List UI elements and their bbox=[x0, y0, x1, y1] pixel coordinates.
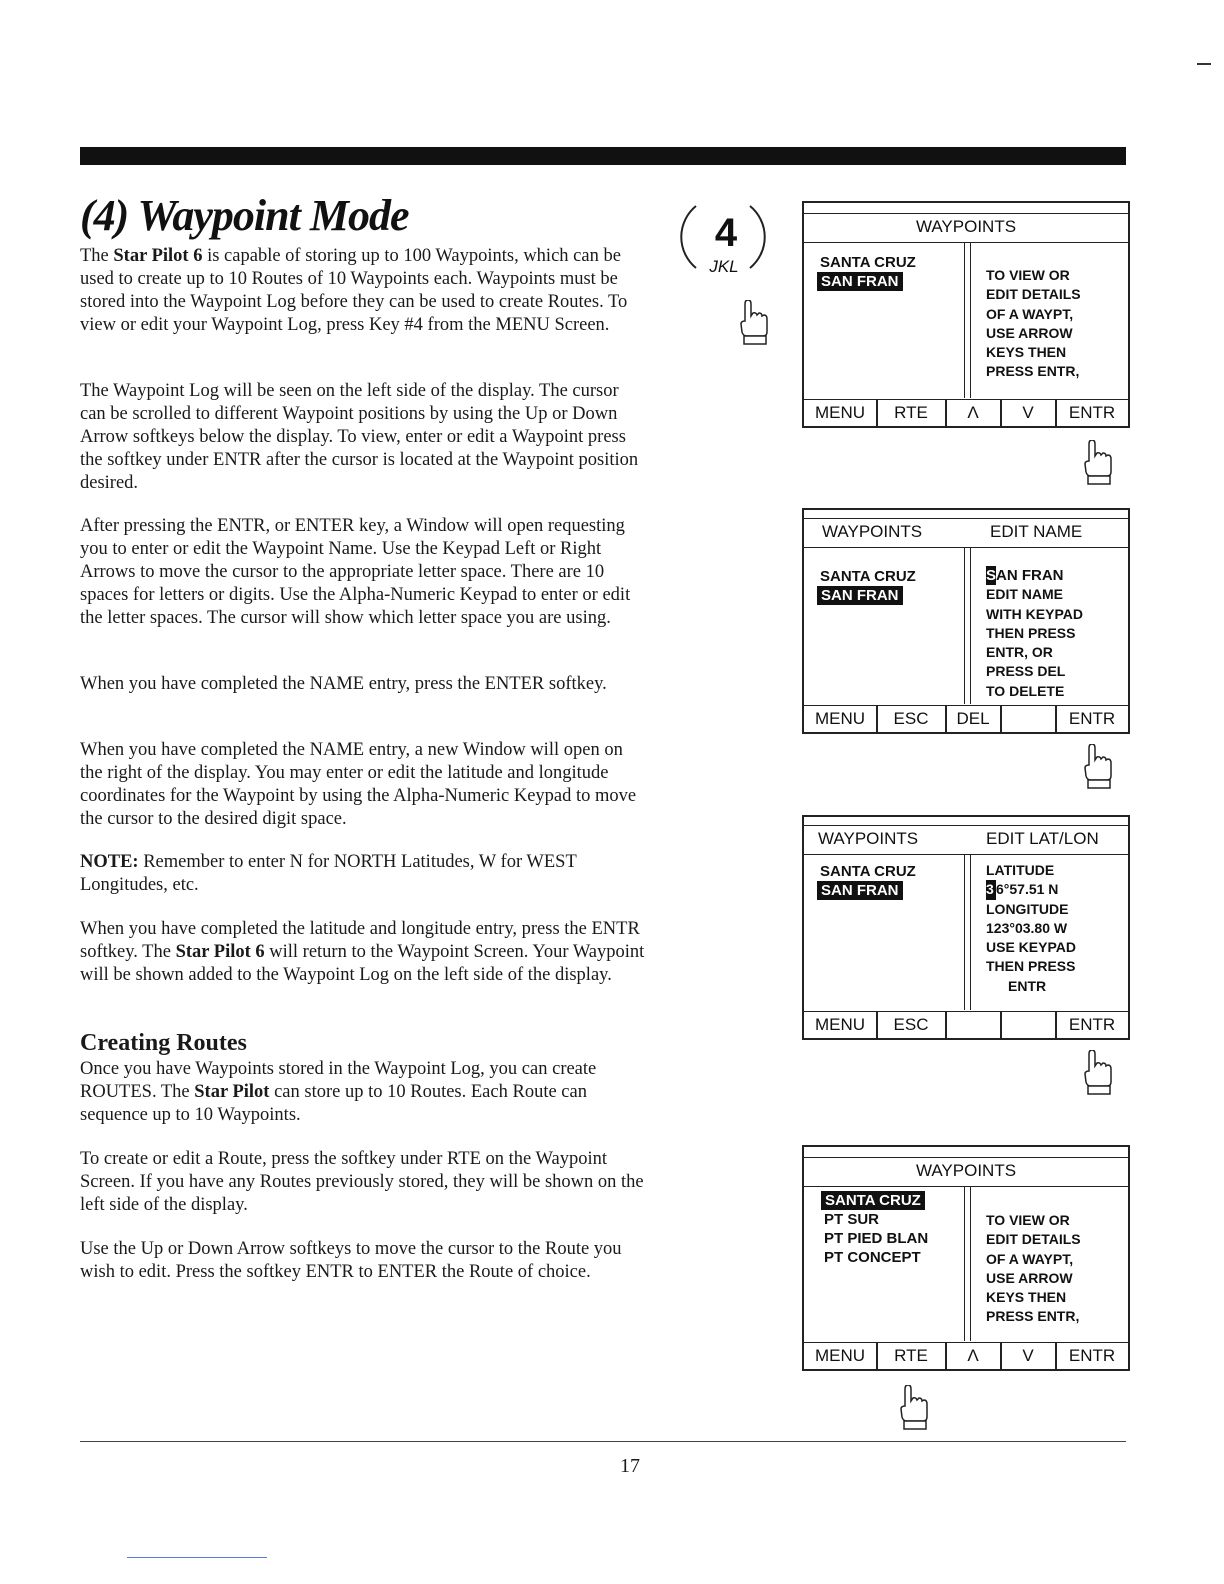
page-number: 17 bbox=[620, 1455, 640, 1477]
softkey-menu[interactable]: MENU bbox=[814, 1015, 866, 1034]
softkey-blank[interactable] bbox=[1001, 706, 1055, 732]
paragraph-edit-name: After pressing the ENTR, or ENTER key, a Window will open requesting you to enter or edit the Waypoint Name. Use the Keypad Left or Right Arrows to move the cursor to the appropriate letter space. There are 10 spaces for letters or digits. Use the Alpha-Numeric Keypad to enter or edit the letter spaces. The cursor will show which letter space you are using. bbox=[80, 516, 631, 628]
screen-header: WAYPOINTS bbox=[915, 1161, 1017, 1180]
list-item-selected[interactable]: SAN FRAN bbox=[817, 586, 903, 605]
screen-header: WAYPOINTS bbox=[915, 217, 1017, 236]
list-item-selected[interactable]: SANTA CRUZ bbox=[821, 1191, 925, 1210]
text-cursor[interactable]: 3 bbox=[986, 880, 996, 899]
footer-rule bbox=[80, 1441, 1126, 1442]
list-item-selected[interactable]: SAN FRAN bbox=[817, 272, 903, 291]
pointing-hand-icon bbox=[1080, 440, 1114, 486]
paragraph-create-route: To create or edit a Route, press the softkey under RTE on the Waypoint Screen. If you have any Routes previously stored, they will be shown on the left side of the display. bbox=[80, 1149, 644, 1215]
info-line: TO DELETE bbox=[986, 682, 1065, 699]
paragraph-select-route: Use the Up or Down Arrow softkeys to move the cursor to the Route you wish to edit. Press the softkey ENTR to ENTER the Route of choice. bbox=[80, 1239, 622, 1282]
list-item[interactable]: SANTA CRUZ bbox=[820, 254, 916, 271]
longitude-field[interactable]: 123°03.80 W bbox=[986, 919, 1068, 936]
list-item-selected[interactable]: SAN FRAN bbox=[817, 881, 903, 900]
info-line: PRESS DEL bbox=[986, 663, 1066, 680]
info-line: KEYS THEN bbox=[986, 344, 1067, 361]
info-line: ENTR, OR bbox=[986, 644, 1053, 661]
paragraph-latlon: When you have completed the NAME entry, a new Window will open on the right of the display. You may enter or edit the latitude and longitude coordinates for the Waypoint by using the Alpha-Numeric Keypad to move the cursor to the desired digit space. bbox=[80, 740, 637, 829]
header-bar bbox=[80, 147, 1126, 165]
screen-waypoints-updated bbox=[802, 1145, 1130, 1371]
info-line: USE ARROW bbox=[986, 324, 1073, 341]
softkey-menu[interactable]: MENU bbox=[814, 1346, 866, 1365]
softkey-entr[interactable]: ENTR bbox=[1068, 709, 1116, 728]
key-4-icon bbox=[680, 200, 766, 276]
paragraph-enter-name: When you have completed the NAME entry, press the ENTER softkey. bbox=[80, 674, 607, 694]
info-line: OF A WAYPT, bbox=[986, 305, 1074, 322]
screen-header-right: EDIT NAME bbox=[990, 522, 1083, 541]
softkey-blank[interactable] bbox=[946, 1012, 1000, 1038]
screen-edit-latlon bbox=[802, 815, 1130, 1040]
info-line: TO VIEW OR bbox=[986, 1212, 1070, 1228]
list-item[interactable]: PT CONCEPT bbox=[824, 1249, 921, 1266]
softkey-rte[interactable]: RTE bbox=[894, 403, 928, 422]
info-line: EDIT NAME bbox=[986, 586, 1063, 603]
text-cursor[interactable]: S bbox=[986, 567, 997, 584]
softkey-entr[interactable]: ENTR bbox=[1068, 1015, 1116, 1034]
info-line: KEYS THEN bbox=[986, 1289, 1067, 1306]
softkey-blank[interactable] bbox=[1001, 1012, 1055, 1038]
paragraph-log: The Waypoint Log will be seen on the left side of the display. The cursor can be scrolled to different Waypoint positions by using the Up or Down Arrow softkeys below the display. To view, enter or edit a Waypoint press the softkey under ENTR after the cursor is located at the Waypoint position desired. bbox=[80, 381, 639, 493]
list-item[interactable]: PT PIED BLAN bbox=[824, 1230, 929, 1247]
info-line: EDIT DETAILS bbox=[986, 1231, 1081, 1248]
section-heading-routes: Creating Routes bbox=[80, 1030, 247, 1056]
pointing-hand-icon bbox=[896, 1385, 930, 1431]
info-line: LONGITUDE bbox=[986, 900, 1069, 917]
screen-edit-name bbox=[802, 508, 1130, 734]
softkey-rte[interactable]: RTE bbox=[894, 1346, 928, 1365]
info-line: EDIT DETAILS bbox=[986, 286, 1081, 303]
softkey-esc[interactable]: ESC bbox=[893, 1015, 929, 1034]
softkey-down[interactable]: V bbox=[1022, 1346, 1034, 1365]
paragraph-intro: The Star Pilot 6 is capable of storing up to 100 Waypoints, which can be used to create up to 10 Routes of 10 Waypoints each. Waypoints must be stored into the Waypoint Log before they can be used to create Routes. To view or edit your Waypoint Log, press Key #4 from the MENU Screen. bbox=[80, 246, 628, 335]
softkey-up[interactable]: Λ bbox=[967, 403, 979, 422]
info-line: PRESS ENTR, bbox=[986, 1308, 1080, 1325]
latitude-field[interactable]: 6°57.51 N bbox=[996, 881, 1059, 898]
info-line: THEN PRESS bbox=[986, 958, 1076, 975]
screen-header: WAYPOINTS bbox=[822, 522, 923, 541]
softkey-del[interactable]: DEL bbox=[956, 709, 990, 728]
info-line: ENTR bbox=[1008, 977, 1047, 994]
softkey-menu[interactable]: MENU bbox=[814, 709, 866, 728]
screen-waypoints bbox=[802, 201, 1130, 428]
info-line: LATITUDE bbox=[986, 862, 1055, 878]
paragraph-complete: When you have completed the latitude and longitude entry, press the ENTR softkey. The Star Pilot 6 will return to the Waypoint Screen. Your Waypoint will be shown added to the Waypoint Log on the left side of the display. bbox=[80, 919, 645, 985]
key-4-number: 4 bbox=[714, 211, 738, 255]
list-item[interactable]: PT SUR bbox=[824, 1211, 880, 1228]
page-title: (4) Waypoint Mode bbox=[80, 191, 409, 240]
softkey-menu[interactable]: MENU bbox=[814, 403, 866, 422]
softkey-entr[interactable]: ENTR bbox=[1068, 1346, 1116, 1365]
info-line: OF A WAYPT, bbox=[986, 1250, 1074, 1267]
info-line: PRESS ENTR, bbox=[986, 363, 1080, 380]
pointing-hand-icon bbox=[736, 300, 770, 346]
softkey-entr[interactable]: ENTR bbox=[1068, 403, 1116, 422]
paragraph-routes: Once you have Waypoints stored in the Waypoint Log, you can create ROUTES. The Star Pilot can store up to 10 Routes. Each Route can sequence up to 10 Waypoints. bbox=[80, 1059, 597, 1125]
screen-header-right: EDIT LAT/LON bbox=[986, 829, 1099, 848]
info-line: USE KEYPAD bbox=[986, 939, 1076, 956]
info-line: USE ARROW bbox=[986, 1269, 1073, 1286]
info-line: THEN PRESS bbox=[986, 624, 1076, 641]
footer-underline bbox=[127, 1557, 267, 1558]
screen-header: WAYPOINTS bbox=[818, 829, 919, 848]
pointing-hand-icon bbox=[1080, 744, 1114, 790]
list-item[interactable]: SANTA CRUZ bbox=[820, 568, 916, 585]
key-4-letters: JKL bbox=[709, 257, 739, 276]
list-item[interactable]: SANTA CRUZ bbox=[820, 863, 916, 880]
paragraph-note: NOTE: Remember to enter N for NORTH Latitudes, W for WEST Longitudes, etc. bbox=[80, 852, 577, 895]
softkey-down[interactable]: V bbox=[1022, 403, 1034, 422]
softkey-up[interactable]: Λ bbox=[967, 1346, 979, 1365]
name-field[interactable]: AN FRAN bbox=[996, 567, 1064, 584]
pointing-hand-icon bbox=[1080, 1050, 1114, 1096]
corner-mark bbox=[1197, 63, 1211, 65]
info-line: TO VIEW OR bbox=[986, 267, 1070, 283]
softkey-esc[interactable]: ESC bbox=[893, 709, 929, 728]
info-line: WITH KEYPAD bbox=[986, 605, 1083, 622]
